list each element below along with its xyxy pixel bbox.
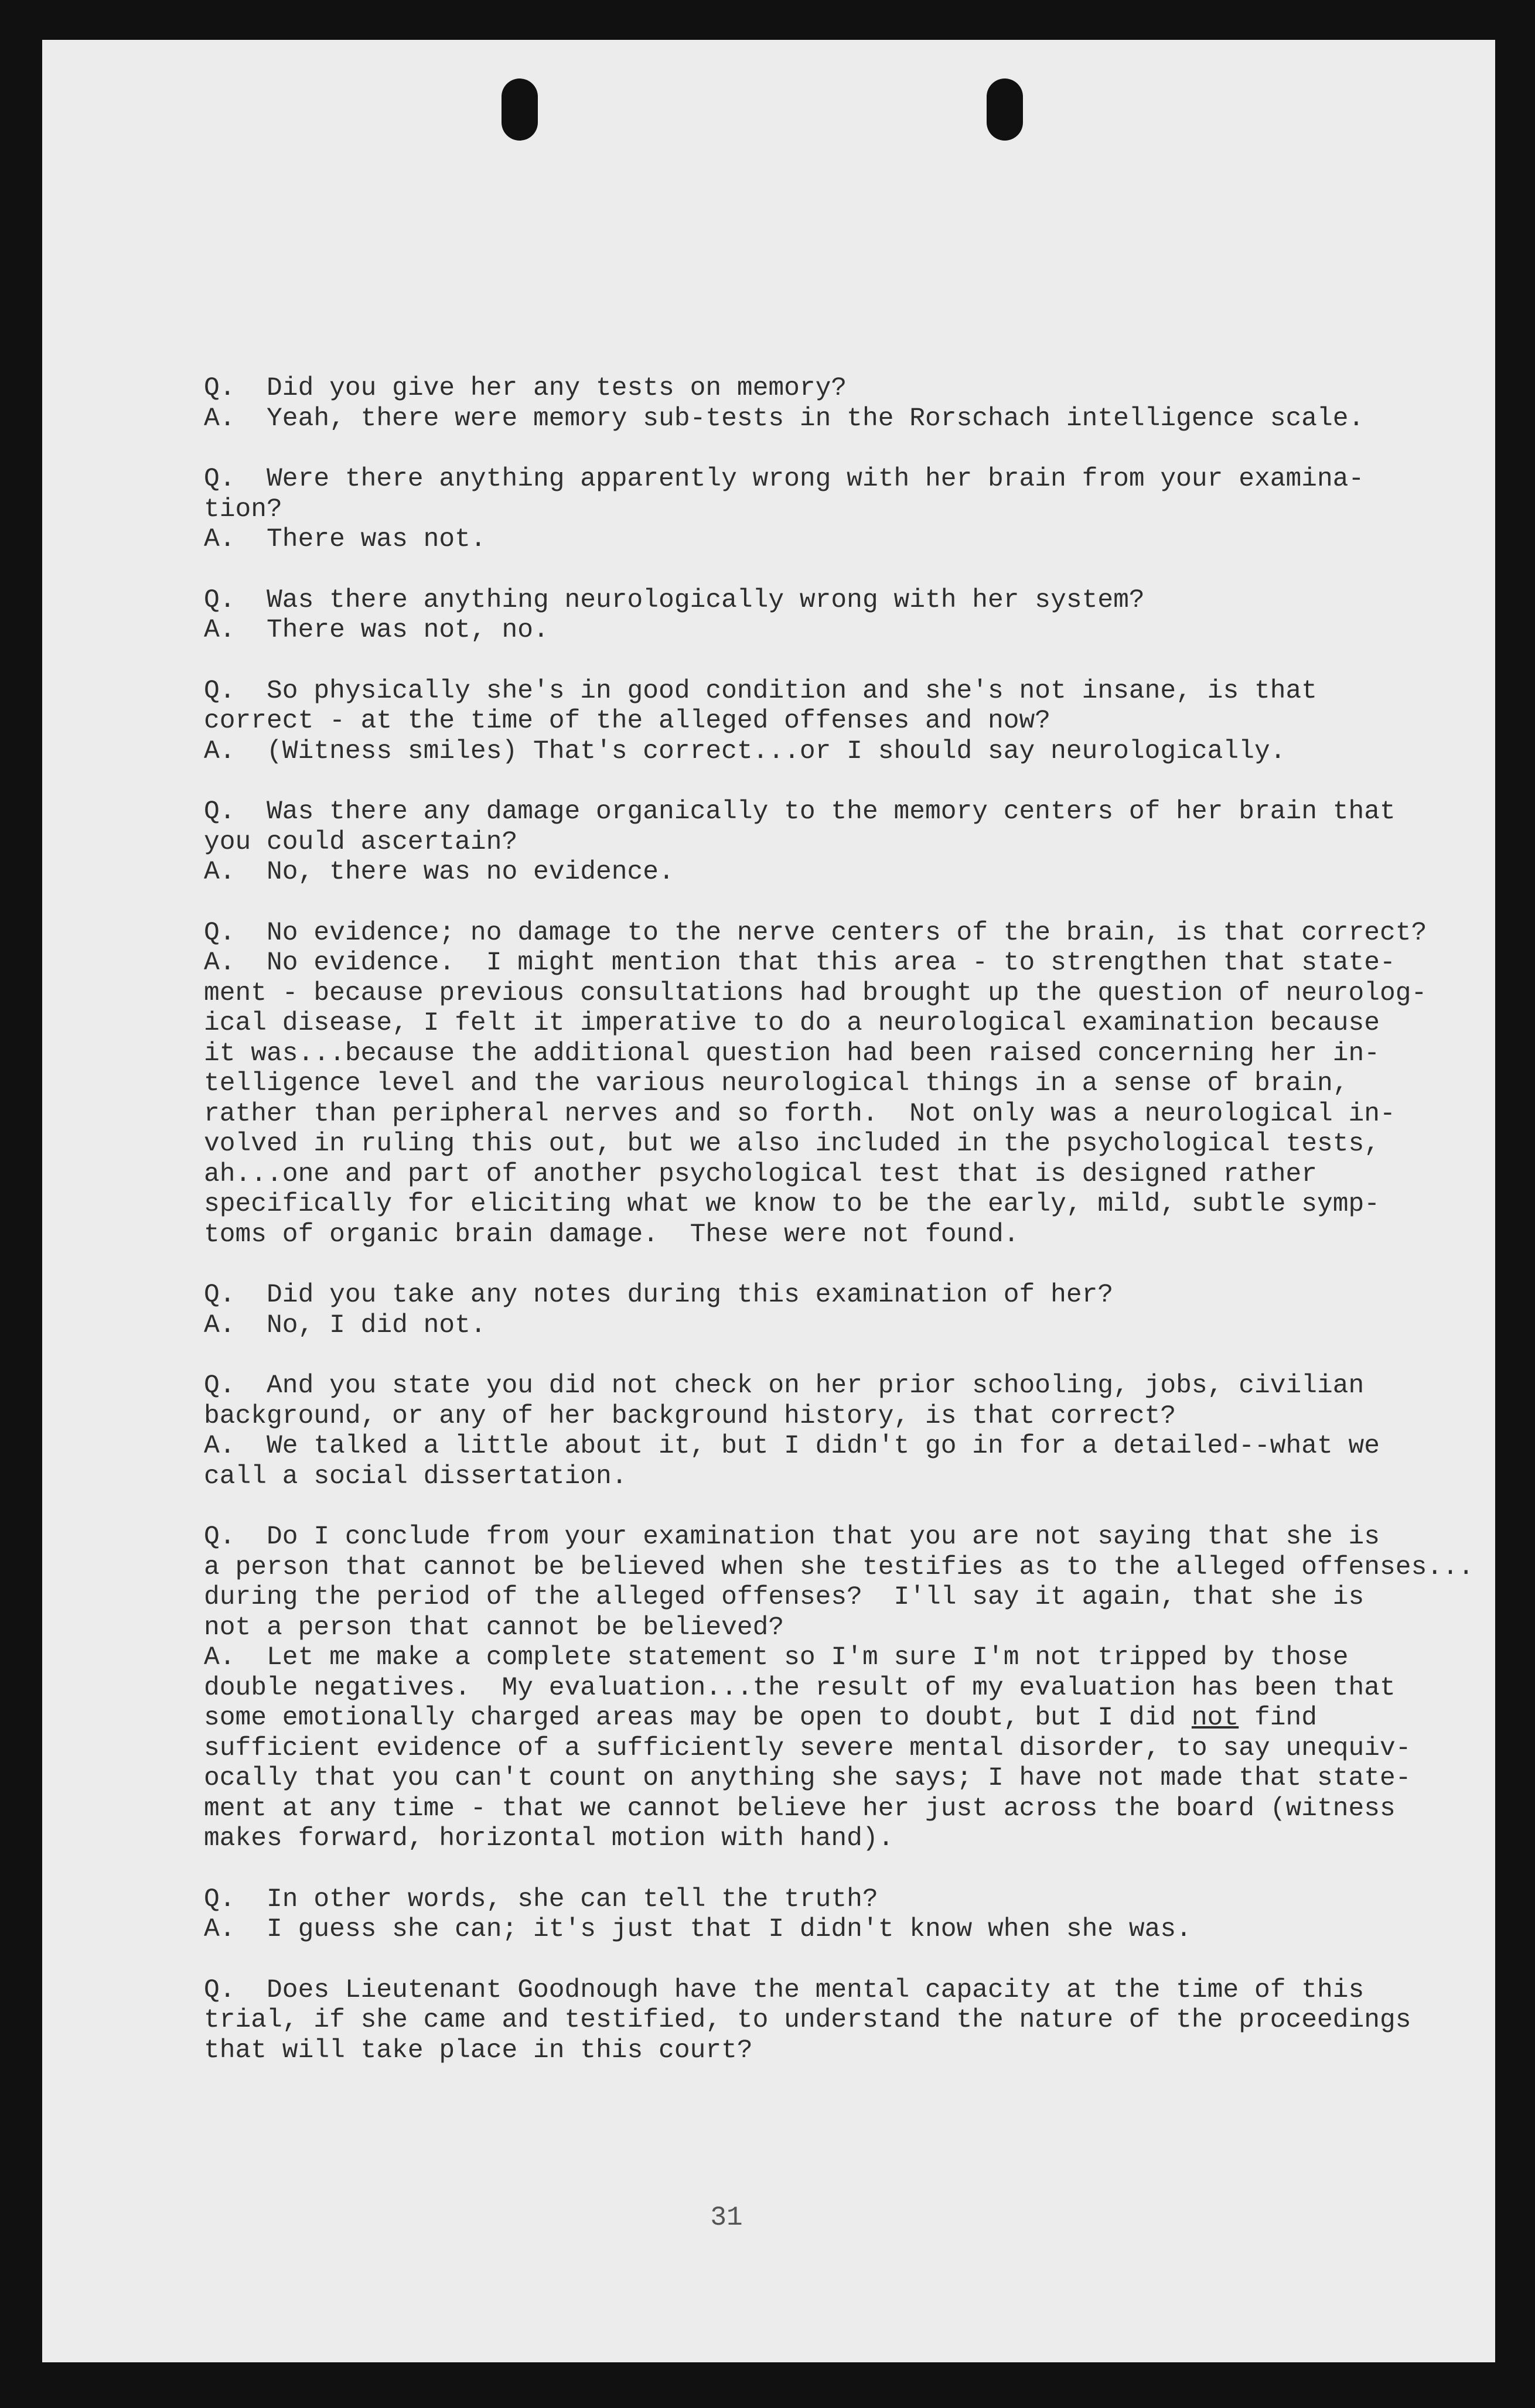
- underlined-emphasis: not: [1191, 1703, 1239, 1733]
- answer-line: A. Let me make a complete statement so I'm sure I'm not tripped by those: [204, 1643, 1349, 1672]
- question-line: Q. Did you give her any tests on memory?: [204, 374, 847, 403]
- continuation-line: sufficient evidence of a sufficiently severe mental disorder, to say unequiv-: [204, 1733, 1411, 1763]
- testimony-transcript: [204, 374, 1474, 2096]
- qa-pair: [204, 1885, 1423, 1945]
- continuation-line: ocally that you can't count on anything she says; I have not made that state-: [204, 1764, 1411, 1793]
- answer-line: A. (Witness smiles) That's correct...or I should say neurologically.: [204, 736, 1286, 766]
- continuation-line: ment at any time - that we cannot believe her just across the board (witness: [204, 1794, 1396, 1823]
- question-line: Q. In other words, she can tell the truth?: [204, 1884, 878, 1914]
- continuation-line: background, or any of her background history, is that correct?: [204, 1401, 1176, 1431]
- page-number: 31: [710, 2202, 743, 2233]
- qa-pair: [204, 1371, 1423, 1492]
- question-line: Q. Was there any damage organically to the memory centers of her brain that: [204, 797, 1396, 826]
- continuation-line: you could ascertain?: [204, 827, 518, 857]
- question-line: Q. No evidence; no damage to the nerve centers of the brain, is that correct?: [204, 918, 1427, 948]
- continuation-line: toms of organic brain damage. These were not found.: [204, 1220, 1019, 1249]
- answer-line: A. There was not, no.: [204, 616, 549, 645]
- continuation-line: ah...one and part of another psychological test that is designed rather: [204, 1159, 1318, 1189]
- continuation-line: specifically for eliciting what we know to be the early, mild, subtle symp-: [204, 1190, 1380, 1219]
- qa-pair: [204, 1522, 1474, 1854]
- continuation-line: trial, if she came and testified, to understand the nature of the proceedings: [204, 2006, 1411, 2035]
- continuation-line: volved in ruling this out, but we also included in the psychological tests,: [204, 1129, 1380, 1159]
- continuation-line: it was...because the additional question had been raised concerning her in-: [204, 1039, 1380, 1068]
- continuation-line: ical disease, I felt it imperative to do a neurological examination because: [204, 1009, 1380, 1038]
- qa-pair: [204, 918, 1427, 1251]
- question-line: Q. Were there anything apparently wrong with her brain from your examina-: [204, 464, 1365, 494]
- qa-pair: [204, 586, 1423, 646]
- question-line: Q. Did you take any notes during this examination of her?: [204, 1280, 1114, 1310]
- answer-line: A. We talked a little about it, but I didn't go in for a detailed--what we: [204, 1432, 1380, 1461]
- continuation-line: a person that cannot be believed when she testifies as to the alleged offenses...: [204, 1552, 1474, 1582]
- answer-line: A. Yeah, there were memory sub-tests in the Rorschach intelligence scale.: [204, 404, 1365, 433]
- question-line: Q. Do I conclude from your examination that you are not saying that she is: [204, 1522, 1380, 1552]
- answer-line: A. No, I did not.: [204, 1310, 486, 1340]
- document-page: [42, 40, 1495, 2362]
- qa-pair: [204, 677, 1423, 767]
- qa-pair: [204, 797, 1423, 888]
- punch-hole-right: [987, 78, 1023, 141]
- question-line: Q. Was there anything neurologically wrong with her system?: [204, 585, 1145, 615]
- answer-line: A. I guess she can; it's just that I didn't know when she was.: [204, 1915, 1192, 1944]
- continuation-line: rather than peripheral nerves and so forth. Not only was a neurological in-: [204, 1099, 1396, 1129]
- qa-pair: [204, 374, 1423, 434]
- continuation-line: call a social dissertation.: [204, 1461, 627, 1491]
- continuation-line: ment - because previous consultations had brought up the question of neurolog-: [204, 978, 1427, 1008]
- continuation-line: makes forward, horizontal motion with hand).: [204, 1824, 894, 1853]
- continuation-line: during the period of the alleged offenses? I'll say it again, that she is: [204, 1583, 1365, 1612]
- answer-line: A. No, there was no evidence.: [204, 858, 674, 887]
- continuation-line: double negatives. My evaluation...the result of my evaluation has been that: [204, 1673, 1396, 1703]
- qa-pair: [204, 1280, 1423, 1341]
- continuation-line: correct - at the time of the alleged offenses and now?: [204, 706, 1051, 736]
- question-line: Q. Does Lieutenant Goodnough have the mental capacity at the time of this: [204, 1975, 1365, 2005]
- continuation-line: not a person that cannot be believed?: [204, 1613, 784, 1642]
- question-line: Q. And you state you did not check on her prior schooling, jobs, civilian: [204, 1371, 1365, 1401]
- continuation-line: tion?: [204, 494, 282, 524]
- qa-pair: [204, 1976, 1423, 2067]
- continuation-line: that will take place in this court?: [204, 2035, 753, 2065]
- qa-pair: [204, 464, 1423, 555]
- continuation-line: some emotionally charged areas may be open to doubt, but I did not find: [204, 1703, 1318, 1733]
- question-line: Q. So physically she's in good condition and she's not insane, is that: [204, 676, 1318, 706]
- punch-hole-left: [502, 78, 538, 141]
- continuation-line: telligence level and the various neurological things in a sense of brain,: [204, 1069, 1349, 1098]
- answer-line: A. There was not.: [204, 525, 486, 554]
- answer-line: A. No evidence. I might mention that this area - to strengthen that state-: [204, 948, 1396, 978]
